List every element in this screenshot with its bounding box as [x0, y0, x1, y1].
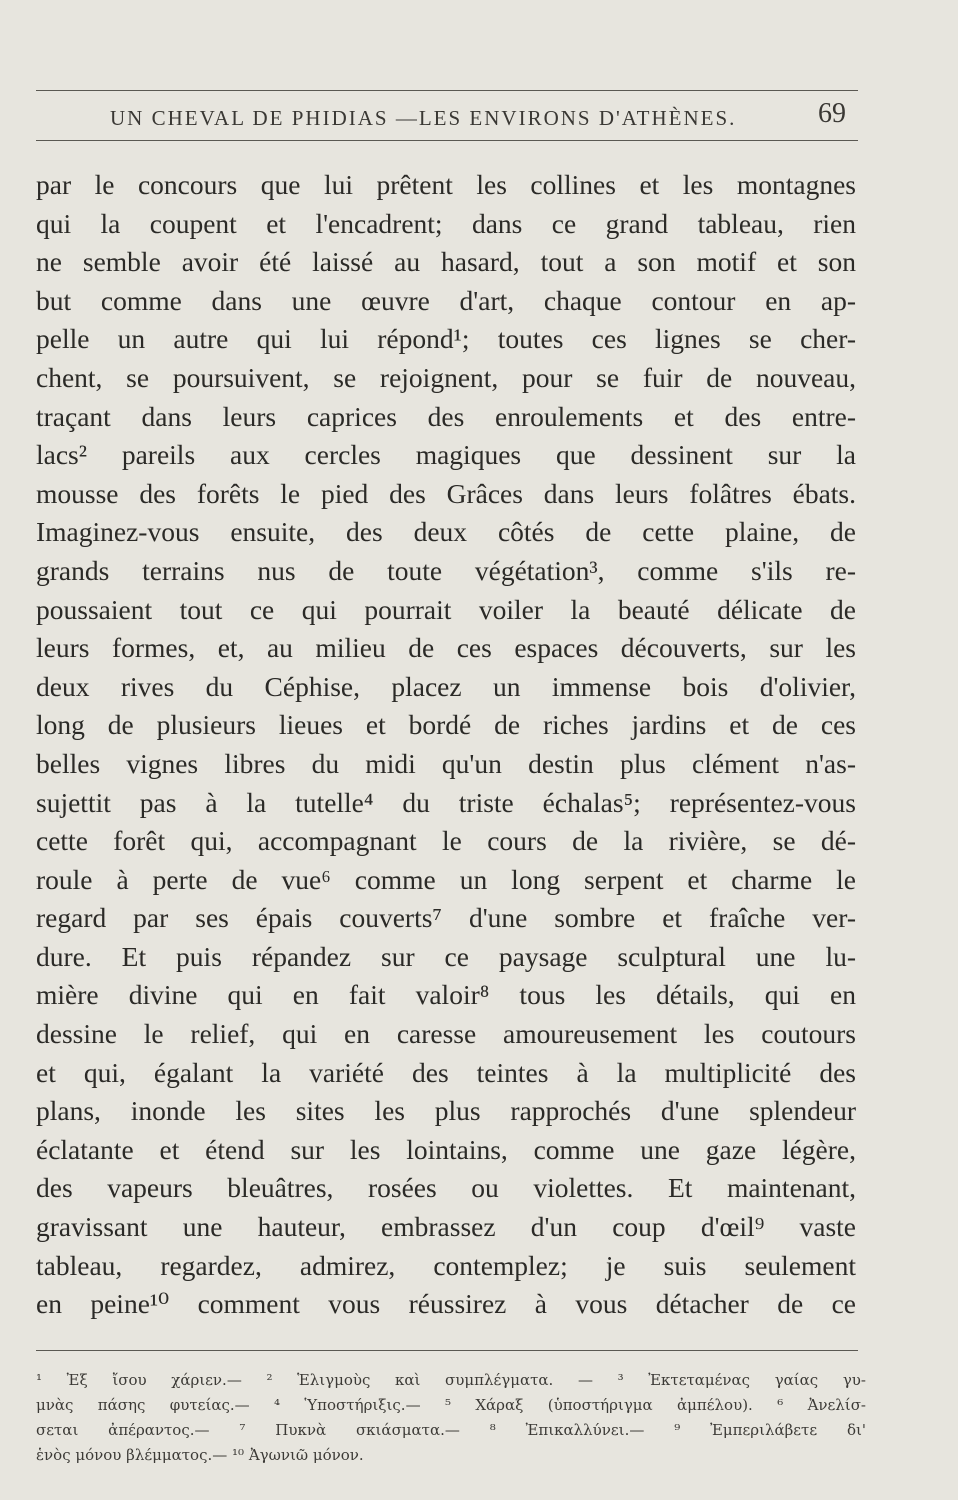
body-line: ne semble avoir été laissé au hasard, tout a son motif et son	[36, 246, 856, 278]
body-line: sujettit pas à la tutelle⁴ du triste échalas⁵; représentez-vous	[36, 786, 856, 818]
body-line: Imaginez-vous ensuite, des deux côtés de cette plaine, de	[36, 516, 856, 548]
body-line: éclatante et étend sur les lointains, comme une gaze légère,	[36, 1133, 856, 1165]
body-line: dure. Et puis répandez sur ce paysage sculptural une lu-	[36, 940, 856, 972]
footnote-line: ¹ Ἐξ ἴσου χάριεν.— ² Ἑλιγμοὺς καὶ συμπλέγματα. — ³ Ἐκτεταμένας γαίας γυ-	[36, 1371, 866, 1389]
body-line: dessine le relief, qui en caresse amoureusement les coutours	[36, 1018, 856, 1050]
page-number: 69	[818, 98, 846, 129]
running-header	[110, 98, 858, 134]
body-line: par le concours que lui prêtent les collines et les montagnes	[36, 169, 856, 200]
header-rule-bottom	[36, 140, 858, 141]
footnote-line: μνὰς πάσης φυτείας.— ⁴ Ὑποστήριξις.— ⁵ Χάραξ (ὑποστήριγμα ἀμπέλου). ⁶ Ἀνελίσ-	[36, 1396, 866, 1414]
body-line: lacs² pareils aux cercles magiques que dessinent sur la	[36, 439, 856, 471]
body-line: chent, se poursuivent, se rejoignent, pour se fuir de nouveau,	[36, 361, 856, 393]
body-line: plans, inonde les sites les plus rapprochés d'une splendeur	[36, 1095, 856, 1127]
body-line: but comme dans une œuvre d'art, chaque contour en ap-	[36, 284, 856, 316]
footnote-line: ἑνὸς μόνου βλέμματος.— ¹⁰ Ἀγωνιῶ μόνον.	[36, 1446, 364, 1464]
running-title: UN CHEVAL DE PHIDIAS —LES ENVIRONS D'ATHÈNES.	[110, 106, 737, 130]
footnote-rule	[36, 1350, 858, 1351]
body-line: et qui, égalant la variété des teintes à la multiplicité des	[36, 1056, 856, 1088]
body-line: poussaient tout ce qui pourrait voiler la beauté délicate de	[36, 593, 856, 625]
body-line: regard par ses épais couverts⁷ d'une sombre et fraîche ver-	[36, 902, 856, 934]
header-rule-top	[36, 90, 858, 91]
body-line: belles vignes libres du midi qu'un destin plus clément n'as-	[36, 747, 856, 779]
body-line: long de plusieurs lieues et bordé de riches jardins et de ces	[36, 709, 856, 741]
body-line: mière divine qui en fait valoir⁸ tous les détails, qui en	[36, 979, 856, 1011]
body-line: qui la coupent et l'encadrent; dans ce grand tableau, rien	[36, 207, 856, 239]
body-line: mousse des forêts le pied des Grâces dans leurs folâtres ébats.	[36, 477, 856, 509]
body-line: grands terrains nus de toute végétation³, comme s'ils re-	[36, 554, 856, 586]
body-line: leurs formes, et, au milieu de ces espaces découverts, sur les	[36, 632, 856, 664]
body-line: des vapeurs bleuâtres, rosées ou violettes. Et maintenant,	[36, 1172, 856, 1204]
body-line: cette forêt qui, accompagnant le cours de la rivière, se dé-	[36, 825, 856, 857]
body-line: tableau, regardez, admirez, contemplez; je suis seulement	[36, 1249, 856, 1281]
body-line: pelle un autre qui lui répond¹; toutes ces lignes se cher-	[36, 323, 856, 355]
footnote-line: σεται ἀπέραντος.— ⁷ Πυκνὰ σκιάσματα.— ⁸ Ἐπικαλλύνει.— ⁹ Ἐμπεριλάβετε δι'	[36, 1421, 866, 1439]
footnotes	[36, 1368, 866, 1468]
body-line: deux rives du Céphise, placez un immense bois d'olivier,	[36, 670, 856, 702]
body-line: traçant dans leurs caprices des enroulements et des entre-	[36, 400, 856, 432]
body-line: gravissant une hauteur, embrassez d'un coup d'œil⁹ vaste	[36, 1211, 856, 1243]
body-line: roule à perte de vue⁶ comme un long serpent et charme le	[36, 863, 856, 895]
body-line: en peine¹⁰ comment vous réussirez à vous détacher de ce	[36, 1288, 856, 1320]
body-text	[36, 166, 856, 1324]
